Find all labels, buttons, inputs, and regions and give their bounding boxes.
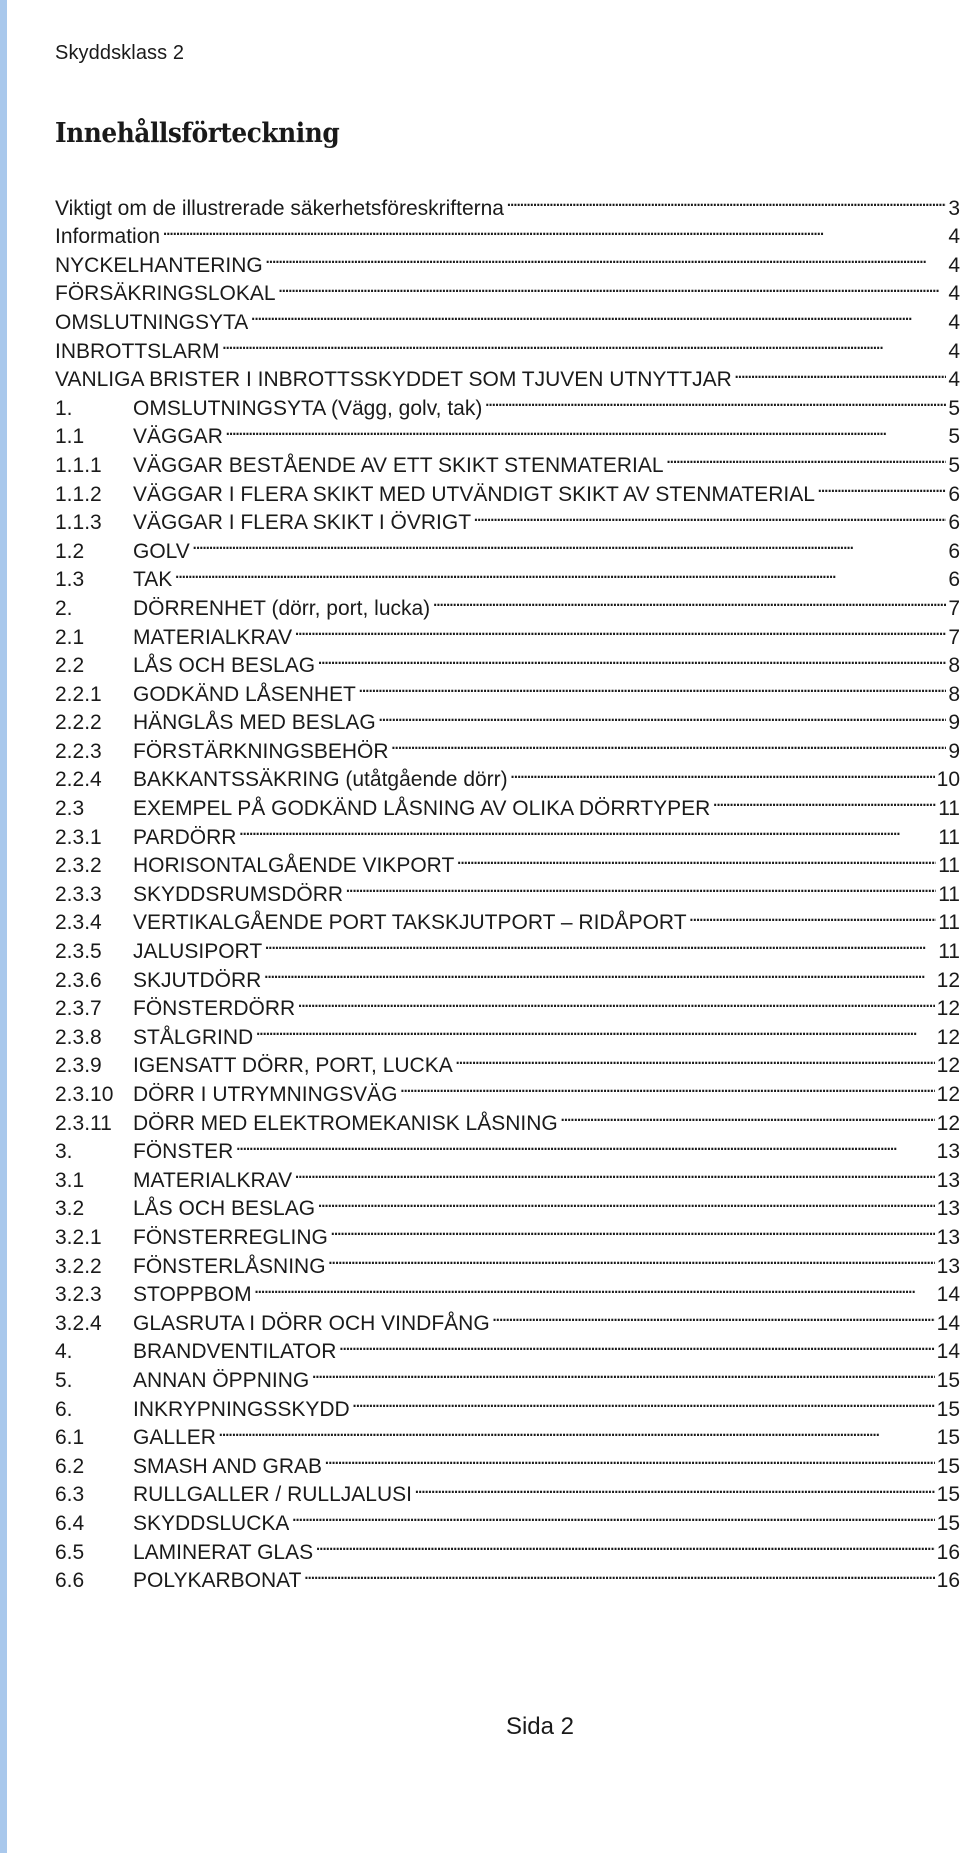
toc-entry[interactable] [55, 558, 960, 592]
toc-entry-page: 12 [936, 1054, 960, 1078]
toc-entry-number: 6. [55, 1397, 73, 1421]
toc-entry-page: 6 [948, 568, 960, 592]
toc-entry-number: 3.2.4 [55, 1311, 102, 1335]
toc-entry-title: SKYDDSRUMSDÖRR [133, 882, 344, 906]
toc-dot-leader [560, 1101, 935, 1130]
toc-entry-page: 6 [948, 511, 960, 535]
toc-entry-page: 5 [948, 453, 960, 477]
toc-dot-leader [734, 358, 947, 387]
toc-dot-leader [311, 1358, 934, 1387]
toc-dot-leader [278, 272, 947, 301]
toc-dot-leader [235, 1130, 934, 1159]
toc-dot-leader [264, 929, 936, 958]
left-margin-bar [0, 0, 7, 1853]
toc-entry-number: 2.3.8 [55, 1025, 102, 1049]
toc-entry-title: SMASH AND GRAB [133, 1454, 323, 1478]
toc-entry-title: DÖRRENHET (dörr, port, lucka) [133, 596, 431, 620]
toc-entry-page: 13 [936, 1140, 960, 1164]
toc-dot-leader [391, 729, 947, 758]
toc-entry-number: 3.1 [55, 1168, 85, 1192]
toc-entry-page: 15 [936, 1426, 960, 1450]
toc-entry-number: 2.2 [55, 654, 85, 678]
toc-dot-leader [218, 1416, 935, 1445]
toc-dot-leader [399, 1072, 934, 1101]
toc-dot-leader [324, 1444, 935, 1473]
toc-entry-title: MATERIALKRAV [133, 625, 293, 649]
toc-entry-number: 2.1 [55, 625, 85, 649]
toc-entry-page: 9 [948, 739, 960, 763]
toc-entry-page: 12 [936, 968, 960, 992]
toc-entry-title: GLASRUTA I DÖRR OCH VINDFÅNG [133, 1311, 490, 1335]
toc-entry-title: SKJUTDÖRR [133, 968, 262, 992]
toc-dot-leader [255, 1015, 934, 1044]
toc-entry-page: 3 [948, 196, 960, 220]
toc-entry-number: 2.2.4 [55, 768, 102, 792]
toc-dot-leader [222, 329, 947, 358]
toc-entry-title: STÅLGRIND [133, 1025, 254, 1049]
toc-dot-leader [317, 1187, 935, 1216]
toc-dot-leader [328, 1244, 935, 1273]
toc-entry-number: 6.4 [55, 1511, 85, 1535]
toc-entry-title: VÄGGAR I FLERA SKIKT I ÖVRIGT [133, 511, 472, 535]
toc-entry-title: VÄGGAR I FLERA SKIKT MED UTVÄNDIGT SKIKT AV STENMATERIAL [133, 482, 815, 506]
toc-entry-page: 12 [936, 1025, 960, 1049]
toc-entry-page: 4 [948, 368, 960, 392]
toc-entry-number: 1.1.1 [55, 453, 102, 477]
toc-entry[interactable] [55, 215, 960, 249]
toc-dot-leader [345, 872, 936, 901]
toc-entry-page: 7 [948, 596, 960, 620]
toc-entry-number: 6.5 [55, 1540, 85, 1564]
toc-entry-number: 6.1 [55, 1426, 85, 1450]
toc-entry-page: 14 [936, 1340, 960, 1364]
toc-entry-title: FÖNSTERLÅSNING [133, 1254, 326, 1278]
toc-entry-page: 11 [938, 940, 960, 964]
toc-entry-page: 6 [948, 539, 960, 563]
toc-entry-title: LÅS OCH BESLAG [133, 1197, 316, 1221]
toc-dot-leader [294, 615, 946, 644]
toc-entry-title: BRANDVENTILATOR [133, 1340, 337, 1364]
toc-dot-leader [456, 844, 936, 873]
toc-entry[interactable] [55, 586, 960, 620]
toc-entry-number: 1.1 [55, 425, 85, 449]
toc-entry-title: LAMINERAT GLAS [133, 1540, 314, 1564]
toc-entry-title: TAK [133, 568, 173, 592]
toc-dot-leader [317, 644, 946, 673]
toc-entry-title: FÖNSTERDÖRR [133, 997, 296, 1021]
toc-entry-number: 2.3.10 [55, 1083, 114, 1106]
toc-dot-leader [192, 529, 947, 558]
toc-entry-page: 13 [936, 1254, 960, 1278]
toc-entry-title: HÄNGLÅS MED BESLAG [133, 711, 376, 735]
toc-dot-leader [291, 1501, 934, 1530]
toc-dot-leader [330, 1215, 935, 1244]
page-number: Sida 2 [505, 1713, 575, 1740]
toc-entry-page: 15 [936, 1511, 960, 1535]
toc-entry-number: 2.3.7 [55, 997, 102, 1021]
toc-entry-number: 2.3.5 [55, 940, 102, 964]
toc-entry-page: 8 [948, 682, 960, 706]
toc-dot-leader [263, 958, 934, 987]
toc-entry-number: 2.2.3 [55, 739, 102, 763]
toc-dot-leader [455, 1044, 935, 1073]
toc-entry-title: EXEMPEL PÅ GODKÄND LÅSNING AV OLIKA DÖRRTYPER [133, 797, 711, 821]
toc-entry-page: 15 [936, 1483, 960, 1507]
toc-entry-page: 4 [948, 339, 960, 363]
toc-entry-page: 14 [936, 1311, 960, 1335]
toc-entry-number: 2.3.1 [55, 825, 102, 849]
toc-entry-title: IGENSATT DÖRR, PORT, LUCKA [133, 1054, 453, 1078]
toc-entry-title: GOLV [133, 539, 190, 563]
toc-entry-title: INKRYPNINGSSKYDD [133, 1397, 350, 1421]
toc-entry-page: 4 [948, 225, 960, 249]
toc-entry-number: 1.1.2 [55, 482, 102, 506]
toc-entry-page: 6 [948, 482, 960, 506]
toc-entry-page: 9 [948, 711, 960, 735]
toc-dot-leader [414, 1473, 935, 1502]
toc-entry-page: 16 [936, 1540, 960, 1564]
toc-entry-page: 7 [948, 625, 960, 649]
toc-entry-title: FÖNSTERREGLING [133, 1225, 328, 1249]
toc-entry[interactable] [55, 186, 960, 220]
toc-entry-title: FÖRSTÄRKNINGSBEHÖR [133, 739, 389, 763]
toc-dot-leader [238, 815, 936, 844]
toc-entry-number: 2.3 [55, 797, 85, 821]
toc-entry-title: GALLER [133, 1426, 216, 1450]
toc-entry-page: 14 [936, 1283, 960, 1307]
toc-entry-title: FÖNSTER [133, 1140, 234, 1164]
toc-entry-page: 13 [936, 1197, 960, 1221]
toc-entry-title: OMSLUTNINGSYTA [55, 310, 249, 334]
toc-entry-page: 11 [938, 854, 960, 878]
toc-dot-leader [338, 1330, 934, 1359]
toc-entry-page: 15 [936, 1368, 960, 1392]
toc-entry-number: 6.2 [55, 1454, 85, 1478]
toc-entry-number: 2.3.2 [55, 854, 102, 878]
toc-entry-title: DÖRR MED ELEKTROMEKANISK LÅSNING [133, 1111, 558, 1135]
toc-entry-title: GODKÄND LÅSENHET [133, 682, 356, 706]
toc-entry-number: 2.2.2 [55, 711, 102, 735]
toc-dot-leader [225, 415, 946, 444]
toc-entry-number: 2.3.6 [55, 968, 102, 992]
toc-entry-title: FÖRSÄKRINGSLOKAL [55, 282, 276, 306]
toc-entry-page: 12 [936, 1083, 960, 1106]
toc-dot-leader [689, 901, 937, 930]
toc-dot-leader [817, 472, 946, 501]
toc-entry-number: 4. [55, 1340, 73, 1364]
toc-dot-leader [506, 186, 946, 215]
toc-dot-leader [432, 586, 946, 615]
toc-entry-page: 11 [938, 882, 960, 906]
toc-entry-title: DÖRR I UTRYMNINGSVÄG [133, 1083, 398, 1106]
toc-entry-number: 5. [55, 1368, 73, 1392]
toc-entry-title: VÄGGAR [133, 425, 223, 449]
toc-entry-title: LÅS OCH BESLAG [133, 654, 316, 678]
toc-entry-page: 5 [948, 396, 960, 420]
toc-entry-title: JALUSIPORT [133, 940, 263, 964]
running-header: Skyddsklass 2 [55, 42, 185, 64]
toc-dot-leader [254, 1273, 935, 1302]
toc-entry-title: Information [55, 225, 161, 249]
toc-entry-page: 13 [936, 1168, 960, 1192]
toc-entry-title: PARDÖRR [133, 825, 237, 849]
table-of-contents [55, 186, 960, 1593]
toc-dot-leader [297, 987, 934, 1016]
toc-entry-number: 2.3.3 [55, 882, 102, 906]
toc-dot-leader [265, 243, 947, 272]
page-title: Innehållsförteckning [55, 118, 340, 149]
toc-entry-number: 1.2 [55, 539, 85, 563]
toc-dot-leader [303, 1559, 934, 1588]
toc-entry-title: MATERIALKRAV [133, 1168, 293, 1192]
toc-entry-number: 3. [55, 1140, 73, 1164]
toc-entry-number: 6.3 [55, 1483, 85, 1507]
toc-entry-number: 3.2 [55, 1197, 85, 1221]
toc-entry-title: VÄGGAR BESTÅENDE AV ETT SKIKT STENMATERIAL [133, 453, 664, 477]
toc-entry-page: 12 [936, 997, 960, 1021]
toc-entry-title: POLYKARBONAT [133, 1569, 302, 1593]
toc-dot-leader [174, 558, 946, 587]
toc-entry-title: STOPPBOM [133, 1283, 252, 1307]
toc-entry-page: 15 [936, 1397, 960, 1421]
toc-dot-leader [315, 1530, 935, 1559]
toc-entry-title: HORISONTALGÅENDE VIKPORT [133, 854, 455, 878]
toc-dot-leader [492, 1301, 935, 1330]
toc-entry-title: OMSLUTNINGSYTA (Vägg, golv, tak) [133, 396, 483, 420]
toc-entry-title: RULLGALLER / RULLJALUSI [133, 1483, 412, 1507]
toc-entry-number: 6.6 [55, 1569, 85, 1593]
toc-dot-leader [352, 1387, 935, 1416]
toc-entry-page: 11 [938, 911, 960, 935]
toc-entry-title: SKYDDSLUCKA [133, 1511, 290, 1535]
toc-entry-page: 8 [948, 654, 960, 678]
toc-entry-page: 10 [936, 768, 960, 792]
toc-entry-number: 1.3 [55, 568, 85, 592]
toc-entry-page: 12 [936, 1111, 960, 1135]
toc-entry-number: 2.2.1 [55, 682, 102, 706]
toc-entry-page: 16 [936, 1569, 960, 1593]
toc-entry-number: 2.3.4 [55, 911, 102, 935]
toc-entry-number: 3.2.3 [55, 1283, 102, 1307]
toc-entry-page: 13 [936, 1225, 960, 1249]
toc-entry-number: 1.1.3 [55, 511, 102, 535]
toc-entry-title: VANLIGA BRISTER I INBROTTSSKYDDET SOM TJUVEN UTNYTTJAR [55, 368, 732, 392]
toc-entry[interactable] [55, 243, 960, 277]
toc-entry-number: 3.2.1 [55, 1225, 102, 1249]
toc-entry-number: 2. [55, 596, 73, 620]
toc-dot-leader [358, 672, 946, 701]
toc-dot-leader [378, 701, 947, 730]
toc-dot-leader [484, 386, 946, 415]
toc-entry-title: VERTIKALGÅENDE PORT TAKSKJUTPORT – RIDÅPORT [133, 911, 687, 935]
toc-entry-page: 4 [948, 282, 960, 306]
toc-entry-page: 4 [948, 310, 960, 334]
toc-entry-page: 11 [938, 825, 960, 849]
toc-dot-leader [162, 215, 946, 244]
toc-entry-page: 15 [936, 1454, 960, 1478]
toc-entry-number: 2.3.11 [55, 1111, 112, 1135]
toc-entry-page: 5 [948, 425, 960, 449]
toc-entry-number: 3.2.2 [55, 1254, 102, 1278]
toc-entry-page: 4 [948, 253, 960, 277]
toc-entry-title: NYCKELHANTERING [55, 253, 263, 277]
toc-entry-number: 1. [55, 396, 73, 420]
toc-dot-leader [712, 786, 936, 815]
toc-entry-title: Viktigt om de illustrerade säkerhetsföreskrifterna [55, 196, 504, 220]
toc-entry-title: INBROTTSLARM [55, 339, 220, 363]
toc-entry-number: 2.3.9 [55, 1054, 102, 1078]
toc-dot-leader [510, 758, 935, 787]
toc-dot-leader [473, 501, 946, 530]
toc-entry-title: ANNAN ÖPPNING [133, 1368, 310, 1392]
toc-entry-title: BAKKANTSSÄKRING (utåtgående dörr) [133, 768, 508, 792]
toc-dot-leader [666, 443, 947, 472]
toc-entry-page: 11 [938, 797, 960, 821]
toc-dot-leader [294, 1158, 935, 1187]
toc-dot-leader [250, 300, 946, 329]
